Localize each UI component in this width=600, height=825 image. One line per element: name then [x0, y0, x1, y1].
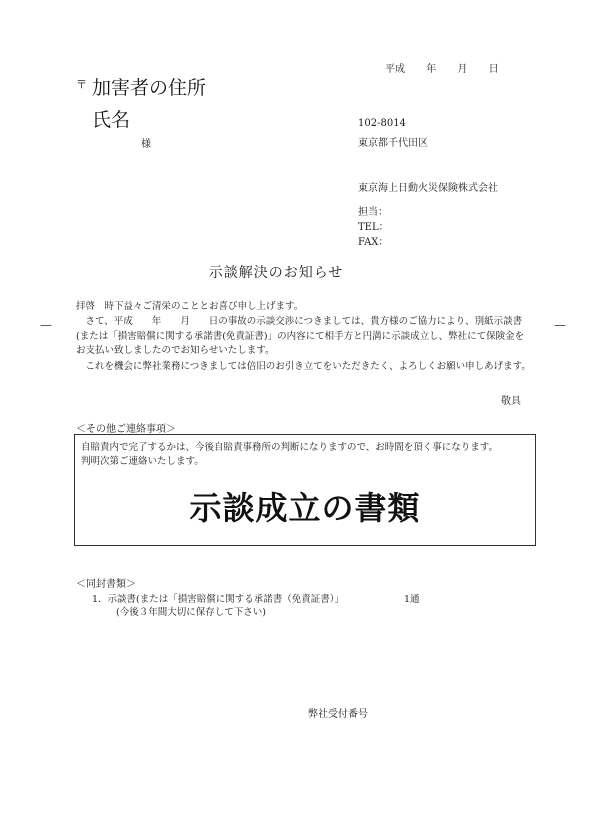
- letter-date: [385, 60, 499, 75]
- recipient-honorific: 様: [141, 139, 151, 150]
- left-fold-mark: —: [40, 318, 52, 332]
- body-paragraph-1: さて、平成 年 月 日の事故の示談交渉につきましては、貴方様のご協力により、別紙示談書(または「損害賠償に関する承諾書(免責証書)」の内容にて相手方と円満に示談成立し、弊社にて保険金をお支払い致しましたのでお知らせいたします。: [76, 316, 525, 356]
- body-paragraph-2: これを機会に弊社業務につきましては倍旧のお引き立てをいただきたく、よろしくお願い申しあげます。: [85, 361, 531, 372]
- sender-city: 東京都千代田区: [358, 138, 428, 149]
- receipt-number-label: 弊社受付番号: [308, 709, 368, 720]
- other-contact-label: ＜その他ご連絡事項＞: [76, 424, 176, 435]
- sender-fax: FAX：: [358, 237, 389, 248]
- recipient-address: 加害者の住所: [92, 77, 207, 99]
- date-era: 平成: [385, 64, 405, 75]
- document-title: [0, 262, 600, 282]
- enclosure-quantity: 1通: [404, 594, 420, 605]
- sender-company: 東京海上日動火災保険株式会社: [358, 183, 498, 194]
- enclosure-item: 1．示談書(または「損害賠償に関する承諾書（免責証書）」: [92, 594, 345, 605]
- other-contact-line-2: 判明次第ご連絡いたします。: [81, 456, 204, 467]
- enclosure-note: (今後３年間大切に保存して下さい): [116, 607, 266, 618]
- sender-postal-code: 102-8014: [358, 118, 406, 129]
- sender-tel: TEL：: [358, 222, 389, 233]
- enclosures-label: ＜同封書類＞: [76, 579, 136, 590]
- other-contact-box: [74, 434, 536, 546]
- document-title-text: 示談解決のお知らせ: [208, 265, 344, 281]
- other-contact-line-1: 自賠責内で完了するかは、今後自賠責事務所の判断になりますので、お時間を頂く事になります。: [81, 442, 499, 453]
- date-day: 日: [488, 64, 499, 75]
- right-fold-mark: —: [554, 318, 566, 332]
- recipient-name: 氏名: [92, 109, 131, 131]
- date-year: 年: [426, 64, 437, 75]
- body-opening: 拝啓 時下益々ご清栄のこととお喜び申し上げます。: [76, 301, 304, 312]
- sender-contact-person: 担当：: [358, 207, 388, 218]
- postal-mark-icon: 〒: [76, 78, 87, 91]
- date-month: 月: [457, 64, 468, 75]
- body-closing: 敬具: [501, 396, 521, 407]
- settlement-documents-stamp: 示談成立の書類: [189, 489, 421, 527]
